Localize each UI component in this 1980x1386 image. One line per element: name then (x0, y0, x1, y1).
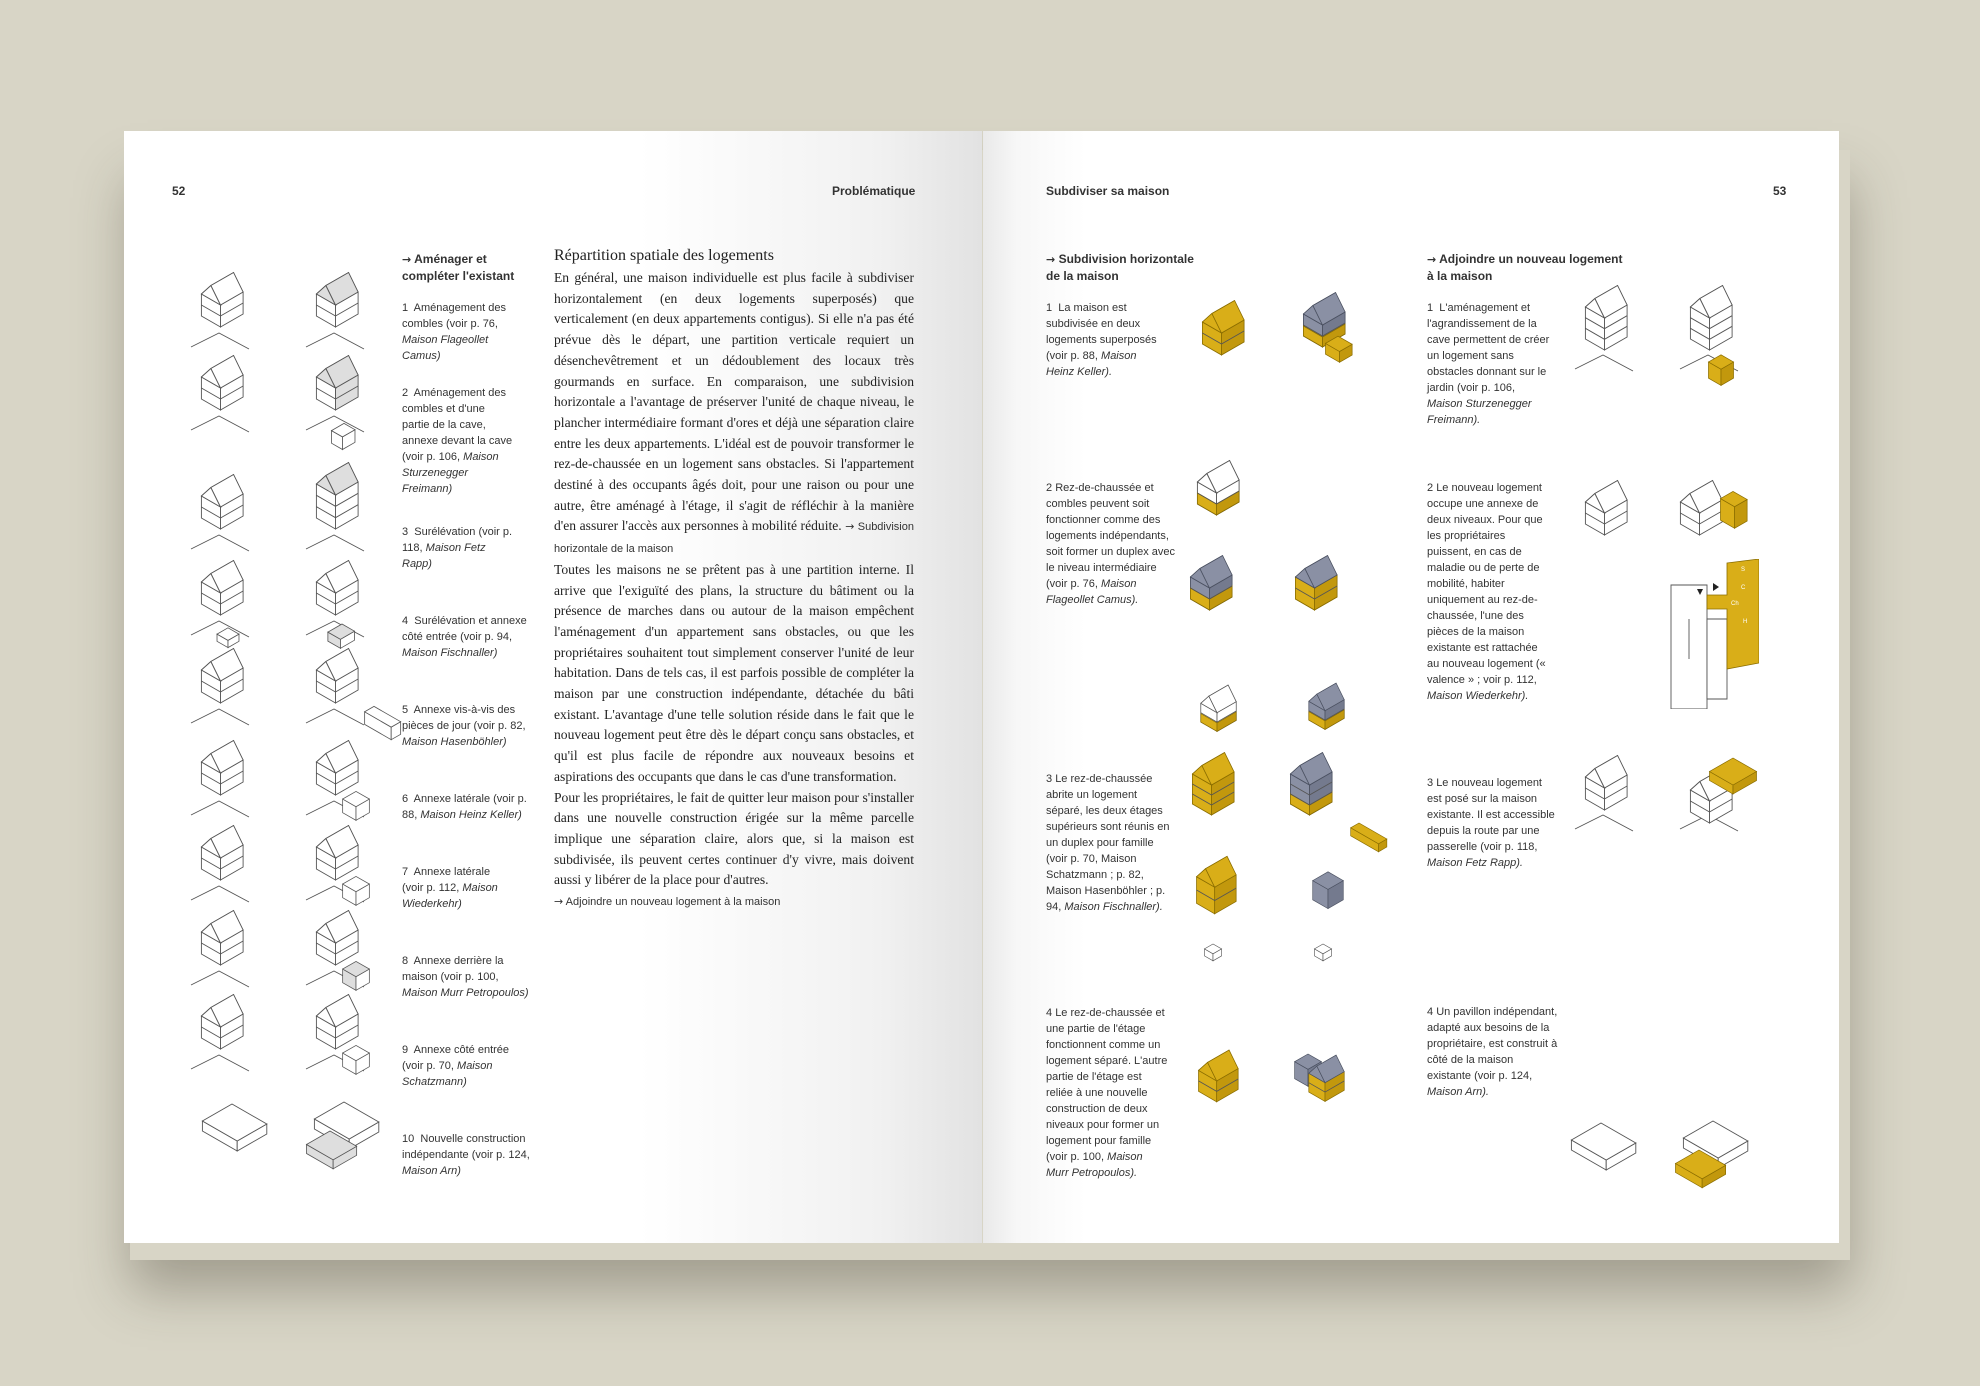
folio-right: 53 (1773, 184, 1787, 198)
col1-caption-1: 1 La maison est subdivisée en deux logements superposés (voir p. 88, Maison Heinz Keller). (1046, 302, 1157, 378)
caption-5: 5 Annexe vis-à-vis des pièces de jour (voir p. 82, Maison Hasenböhler) (402, 704, 526, 748)
arrow-icon: → (402, 253, 412, 266)
section-title-left: → Aménager et compléter l'existant (402, 252, 515, 283)
col1-title: → Subdivision horizontale de la maison (1046, 252, 1194, 283)
col1-row2-house-a (1190, 556, 1232, 611)
col1-row3-box-d (1313, 872, 1344, 909)
caption-1: 1 Aménagement des combles (voir p. 76, Maison Flageollet Camus) (402, 302, 506, 362)
col1-row2-house-b (1295, 556, 1337, 611)
folio-left: 52 (172, 184, 186, 198)
left-row-3-house-a (201, 475, 243, 530)
left-row-4-house-a (201, 561, 243, 616)
col2-row2-house-b (1680, 481, 1722, 536)
caption-9: 9 Annexe côté entrée (voir p. 70, Maison Schatzmann) (402, 1044, 510, 1088)
right-page (983, 131, 1839, 1243)
xref-adjoindre[interactable]: → Adjoindre un nouveau logement à la maison (554, 895, 781, 909)
col2-caption-4: 4 Un pavillon indépendant, adapté aux besoins de la propriétaire, est construit à côté de la maison existante (voir p. 124, Maison Arn). (1427, 1006, 1558, 1098)
left-row-7-annex (343, 876, 370, 905)
caption-8: 8 Annexe derrière la maison (voir p. 100, Maison Murr Petropoulos) (402, 955, 529, 999)
left-row-2-house-a (201, 356, 243, 411)
left-row-1-house-b (316, 273, 358, 328)
col2-row1-annex (1708, 355, 1733, 386)
col2-row3-house-a (1585, 756, 1627, 811)
left-row-2-ground-a (191, 416, 249, 432)
left-row-1-ground-a (191, 333, 249, 349)
xref-subdivision[interactable]: → Subdivision horizontale de la maison (554, 520, 914, 556)
left-row-3-ground-b (306, 535, 364, 551)
left-row-5-annex (365, 706, 401, 739)
floor-plan-drawing (1669, 559, 1759, 709)
col2-row1-ground-a (1575, 355, 1633, 371)
plan-label-s: S (1741, 567, 1746, 573)
col1-caption-3: 3 Le rez-de-chaussée abrite un logement séparé, les deux étages supérieurs sont réunis en un duplex pour famille (voir p. 70, Maison Schatzmann ; p. 82, Maison Hasenböhler ; p. 94, Maison Fischnaller). (1046, 773, 1170, 913)
left-row-5-ground-b (306, 709, 364, 725)
plan-label-ch: Ch (1731, 601, 1739, 607)
left-row-7-ground-a (191, 886, 249, 902)
col2-row3-ground-a (1575, 815, 1633, 831)
caption-7: 7 Annexe latérale (voir p. 112, Maison Wiederkehr) (402, 866, 498, 910)
left-row-6-ground-a (191, 801, 249, 817)
caption-10: 10 Nouvelle construction indépendante (voir p. 124, Maison Arn) (402, 1133, 530, 1177)
article-title: Répartition spatiale des logements (554, 247, 774, 264)
article-para-2: Toutes les maisons ne se prêtent pas à une partition interne. Il arrive que l'exiguïté des plans, la structure du bâtiment ou la présence de marches dans ou autour de la maison empêchent l'aménagement d'un appartement sans obstacles, ou que les propriétaires souhaitent tout simplement conserver l'unité de leur habitation. Dans de tels cas, il est parfois possible de compléter la maison par une construction indépendante, détachée du bâti existant. L'avantage d'une telle solution réside dans le fait que le nouveau logement peut être dès le départ conçu sans obstacles, et qu'il est plus facile de répondre aux nouveaux besoins et aspirations des occupants que dans le cas d'une transformation. (554, 561, 914, 784)
left-row-9-ground-a (191, 1055, 249, 1071)
plan-label-h: H (1743, 619, 1748, 625)
left-row-5-house-b (316, 649, 358, 704)
caption-4: 4 Surélévation et annexe côté entrée (voir p. 94, Maison Fischnaller) (402, 615, 527, 659)
col2-row2-house-a (1585, 481, 1627, 536)
col1-row3-annex (1351, 823, 1387, 852)
left-row-5-house-a (201, 649, 243, 704)
col1-row3-box-c (1204, 944, 1221, 961)
arrow-icon: → (1046, 253, 1056, 266)
running-head-right: Subdiviser sa maison (1046, 184, 1170, 198)
col2-row2-annex (1720, 491, 1747, 528)
col2-caption-1: 1 L'aménagement et l'agrandissement de la cave permettent de créer un logement sans obstacles donnant sur le jardin (voir p. 106, Maison Sturzenegger Freimann). (1427, 302, 1550, 426)
col1-row3-house-a (1192, 753, 1234, 816)
col2-title: → Adjoindre un nouveau logement à la maison (1427, 252, 1623, 283)
col1-caption-4: 4 Le rez-de-chaussée et une partie de l'étage fonctionnent comme un logement séparé. L'autre partie de l'étage est reliée à une nouvelle construction de deux niveaux pour former un logement pour famille (voir p. 100, Maison Murr Petropoulos). (1046, 1007, 1168, 1179)
col1-row1-house-a (1202, 301, 1244, 356)
caption-6: 6 Annexe latérale (voir p. 88, Maison Heinz Keller) (402, 793, 527, 821)
left-row-9-house-b (316, 995, 358, 1050)
left-row-5-ground-a (191, 709, 249, 725)
left-row-8-annex (343, 961, 370, 990)
left-page (124, 131, 982, 1243)
article-para-1: En général, une maison individuelle est plus facile à subdiviser horizontalement (en deux logements superposés) que verticalement (en deux appartements contigus). Si elle n'a pas été prévue dès le départ, une partition verticale requiert un désenchevêtrement et un dédoublement des locaux très gourmands en surface. En comparaison, une subdivision horizontale a l'avantage de préserver l'unité de chaque niveau, le plancher intermédiaire formant d'ores et déjà une séparation claire entre les deux appartements. L'idéal est de pouvoir transformer le rez-de-chaussée en un logement sans obstacles. Si l'appartement destiné à des occupants âgés doit, pour une raison ou pour une autre, être aménagé à l'étage, il s'agit de réfléchir à la manière d'en assurer l'accès aux personnes à mobilité réduite. → Subdivision horizontale de la maison (554, 270, 914, 556)
col2-caption-3: 3 Le nouveau logement est posé sur la maison existante. Il est accessible depuis la route par une passerelle (voir p. 118, Maison Fetz Rapp). (1427, 777, 1555, 869)
left-row-10-existing-box (202, 1104, 266, 1151)
left-row-3-house-b (316, 463, 358, 530)
col2-caption-2: 2 Le nouveau logement occupe une annexe de deux niveaux. Pour que les propriétaires puissent, en cas de maladie ou de perte de mobilité, habiter uniquement au rez-de-chaussée, l'une des pièces de la maison existante est rattachée au nouveau logement (« valence » ; voir p. 112, Maison Wiederkehr). (1427, 482, 1546, 702)
left-row-4-annex-a (217, 628, 239, 648)
left-row-2-house-b (316, 356, 358, 411)
col1-row3-house-top-a (1201, 685, 1236, 731)
col2-row4-existing-box (1571, 1123, 1635, 1170)
col1-caption-2: 2 Rez-de-chaussée et combles peuvent soit fonctionner comme des logements indépendants, soit former un duplex avec le niveau intermédiaire (voir p. 76, Maison Flageollet Camus). (1046, 482, 1176, 606)
caption-2: 2 Aménagement des combles et d'une partie de la cave, annexe devant la cave (voir p. 106, Maison Sturzenegger Freimann) (402, 387, 513, 495)
caption-3: 3 Surélévation (voir p. 118, Maison Fetz Rapp) (402, 526, 513, 570)
plan-corridor (1707, 619, 1727, 699)
left-row-2-annex (331, 423, 354, 449)
left-row-8-house-a (201, 911, 243, 966)
left-row-6-house-a (201, 741, 243, 796)
plan-label-c: C (1741, 585, 1746, 591)
left-row-8-house-b (316, 911, 358, 966)
running-head-left: Problématique (832, 184, 916, 198)
arrow-icon: → (1427, 253, 1437, 266)
col1-row3-box-e (1314, 944, 1331, 961)
col1-row3-house-c (1197, 856, 1237, 913)
col2-row1-house-a (1585, 286, 1627, 351)
col1-row3-house-top-b (1309, 683, 1344, 729)
col1-row3-house-b (1290, 753, 1332, 816)
plan-entry-arrow-icon (1713, 583, 1719, 591)
left-row-4-house-b (316, 561, 358, 616)
article-para-3: Pour les propriétaires, le fait de quitter leur maison pour s'installer dans une nouvelle construction érigée sur la même parcelle implique une séparation claire, alors que, si la maison est subdivisée, ils peuvent certes continuer d'y vivre, mais doivent aussi y libérer de la place pour d'autres. → Adjoindre un nouveau logement à la maison (554, 789, 914, 909)
left-row-3-ground-a (191, 535, 249, 551)
left-row-6-house-b (316, 741, 358, 796)
col1-row4-house-a (1199, 1050, 1239, 1102)
left-row-8-ground-a (191, 971, 249, 987)
left-diagrams (124, 131, 384, 1131)
left-row-9-house-a (201, 995, 243, 1050)
left-row-7-house-a (201, 826, 243, 881)
left-row-6-annex (343, 791, 370, 820)
left-row-1-ground-b (306, 333, 364, 349)
col1-row2-house-top (1197, 461, 1239, 516)
left-row-4-annex-b (328, 624, 355, 648)
left-row-1-house-a (201, 273, 243, 328)
left-row-9-annex (343, 1045, 370, 1074)
col2-row1-house-b (1690, 286, 1732, 351)
left-row-7-house-b (316, 826, 358, 881)
article-body (554, 268, 914, 913)
floor-plan (1669, 559, 1759, 709)
